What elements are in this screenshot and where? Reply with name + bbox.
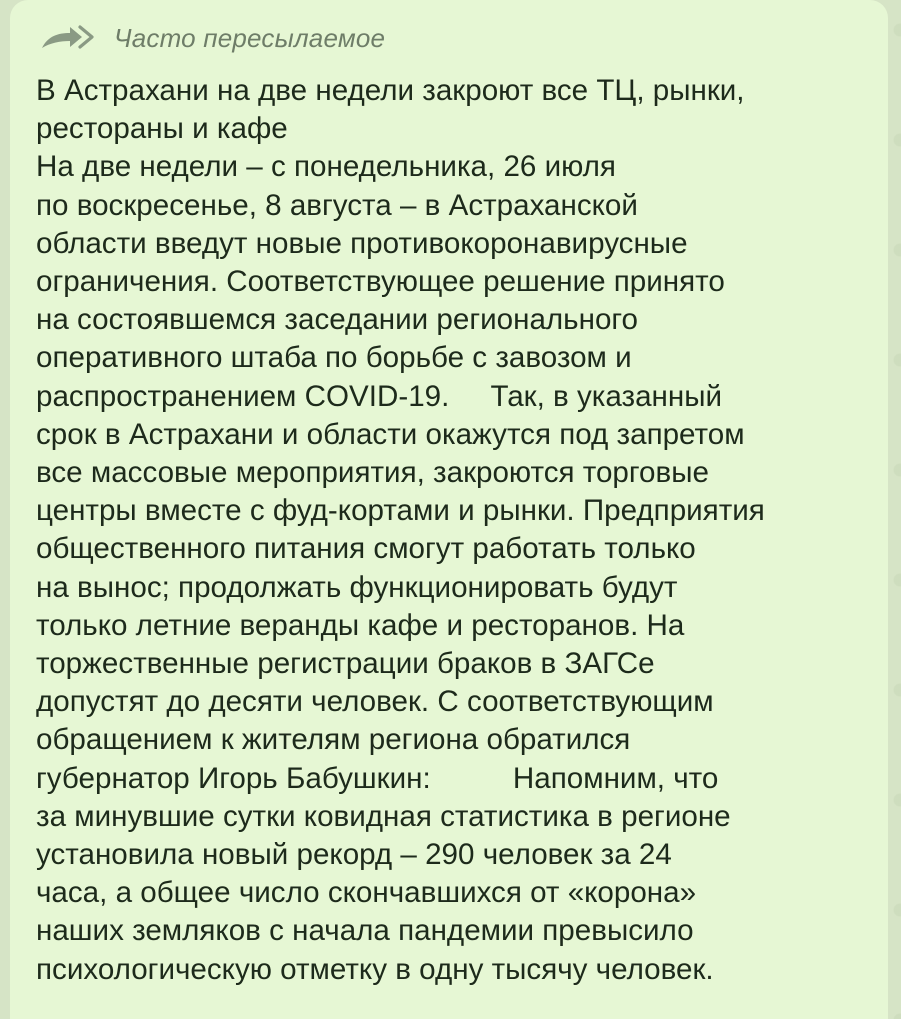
message-line: психологическую отметку в одну тысячу человек. [36, 952, 714, 986]
message-line: допустят до десяти человек. С соответствующим [36, 685, 714, 719]
message-line: установила новый рекорд – 290 человек за 24 [36, 838, 672, 872]
forwarded-header [40, 18, 868, 58]
message-line: срок в Астрахани и области окажутся под запретом [36, 417, 745, 451]
message-line: губернатор Игорь Бабушкин: Напомним, что [36, 761, 719, 795]
message-line: на вынос; продолжать функционировать будут [36, 570, 678, 604]
message-line: часа, а общее число скончавшихся от «корона» [36, 876, 697, 910]
message-line: торжественные регистрации браков в ЗАГСе [36, 647, 655, 681]
message-line: только летние веранды кафе и ресторанов. На [36, 608, 685, 642]
message-line: На две недели – с понедельника, 26 июля [36, 150, 616, 184]
message-line: рестораны и кафе [36, 112, 288, 146]
message-bubble[interactable] [10, 0, 888, 1019]
message-line: В Астрахани на две недели закроют все ТЦ, рынки, [36, 74, 745, 107]
double-forward-arrow-icon [40, 24, 100, 52]
message-text [36, 72, 868, 989]
message-line: ограничения. Соответствующее решение принято [36, 265, 725, 299]
message-line: все массовые мероприятия, закроются торговые [36, 456, 709, 490]
message-line: общественного питания смогут работать только [36, 532, 696, 566]
message-line: обращением к жителям региона обратился [36, 723, 631, 757]
message-line: распространением COVID-19. Так, в указанный [36, 379, 723, 413]
message-line: наших земляков с начала пандемии превысило [36, 914, 694, 948]
message-line: центры вместе с фуд-кортами и рынки. Предприятия [36, 494, 765, 528]
forwarded-label: Часто пересылаемое [114, 22, 386, 53]
message-line: области введут новые противокоронавирусные [36, 226, 688, 260]
message-line: оперативного штаба по борьбе с завозом и [36, 341, 632, 375]
message-line: по воскресенье, 8 августа – в Астраханской [36, 188, 638, 222]
message-line: на состоявшемся заседании регионального [36, 303, 639, 337]
message-line: за минувшие сутки ковидная статистика в регионе [36, 799, 731, 833]
